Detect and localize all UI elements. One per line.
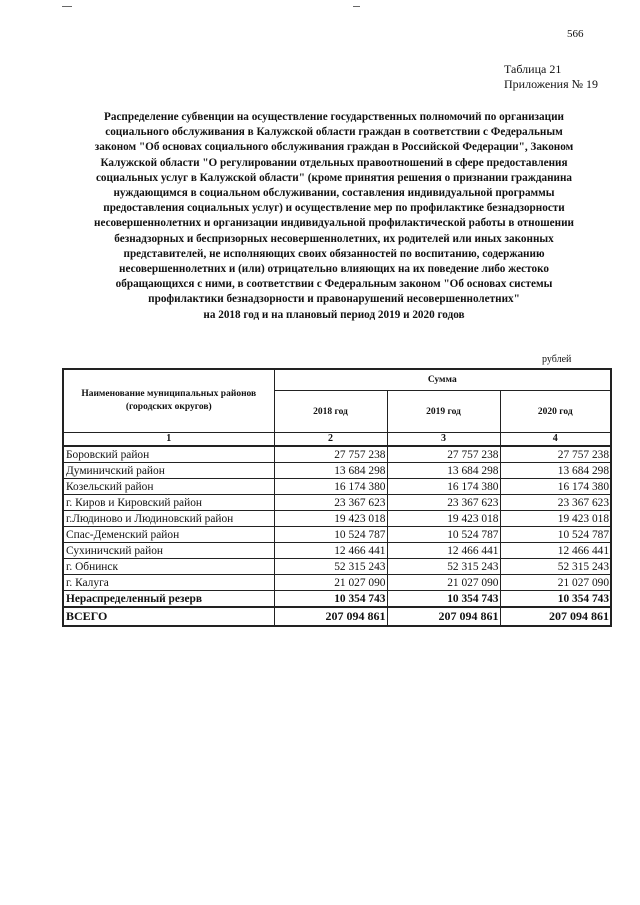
amount-2020: 16 174 380 <box>500 479 611 495</box>
amount-2018: 16 174 380 <box>274 479 387 495</box>
amount-2020: 27 757 238 <box>500 446 611 463</box>
amount-2019: 23 367 623 <box>387 495 500 511</box>
amount-2020: 21 027 090 <box>500 575 611 591</box>
amount-2019: 21 027 090 <box>387 575 500 591</box>
unit-label: рублей <box>542 354 572 365</box>
reserve-label: Нераспределенный резерв <box>63 591 274 608</box>
municipality-name: Спас-Деменский район <box>63 527 274 543</box>
title-line: безнадзорных и беспризорных несовершеннолетних, их родителей или иных законных <box>114 232 554 245</box>
title-line: предоставления социальных услуг) и осуществление мер по профилактике безнадзорности <box>103 202 565 215</box>
amount-2020: 23 367 623 <box>500 495 611 511</box>
table-row <box>63 559 611 575</box>
document-title <box>60 110 608 323</box>
municipality-name: г. Обнинск <box>63 559 274 575</box>
title-line: законом "Об основах социального обслуживания граждан в Российской Федерации", Законом <box>94 141 574 154</box>
column-index: 2 <box>274 433 387 447</box>
column-index: 1 <box>63 433 274 447</box>
municipality-name: Козельский район <box>63 479 274 495</box>
amount-2019: 27 757 238 <box>387 446 500 463</box>
amount-2019: 16 174 380 <box>387 479 500 495</box>
amount-2018: 12 466 441 <box>274 543 387 559</box>
total-2019: 207 094 861 <box>387 607 500 626</box>
column-header-2018: 2018 год <box>274 391 387 433</box>
amount-2019: 52 315 243 <box>387 559 500 575</box>
amount-2018: 19 423 018 <box>274 511 387 527</box>
column-header-municipality: Наименование муниципальных районов (городских округов) <box>63 369 274 433</box>
amount-2019: 13 684 298 <box>387 463 500 479</box>
title-line: представителей, не исполняющих своих обязанностей по воспитанию, содержанию <box>123 247 545 260</box>
amount-2020: 13 684 298 <box>500 463 611 479</box>
title-line: обращающихся с ними, в соответствии с Федеральным законом "Об основах системы <box>115 278 553 291</box>
municipality-name: г. Калуга <box>63 575 274 591</box>
amount-2018: 10 524 787 <box>274 527 387 543</box>
table-row <box>63 527 611 543</box>
title-line: профилактики безнадзорности и правонарушений несовершеннолетних" <box>148 293 520 306</box>
scan-mark <box>62 6 72 7</box>
amount-2018: 21 027 090 <box>274 575 387 591</box>
amount-2018: 52 315 243 <box>274 559 387 575</box>
title-line: нуждающимся в социальном обслуживании, составления индивидуальной программы <box>113 187 555 200</box>
distribution-table-wrapper <box>62 368 610 627</box>
total-2020: 207 094 861 <box>500 607 611 626</box>
amount-2018: 27 757 238 <box>274 446 387 463</box>
amount-2020: 52 315 243 <box>500 559 611 575</box>
amount-2020: 10 524 787 <box>500 527 611 543</box>
amount-2020: 19 423 018 <box>500 511 611 527</box>
total-label: ВСЕГО <box>63 607 274 626</box>
title-line: Калужской области "О регулировании отдельных правоотношений в сфере предоставления <box>100 156 568 169</box>
column-index-row <box>63 433 611 447</box>
reserve-2019: 10 354 743 <box>387 591 500 608</box>
title-line: несовершеннолетних и организации индивидуальной профилактической работы в отношении <box>94 217 574 230</box>
table-label: Таблица 21 <box>504 62 562 76</box>
amount-2019: 10 524 787 <box>387 527 500 543</box>
table-row <box>63 511 611 527</box>
column-header-2019: 2019 год <box>387 391 500 433</box>
reserve-2018: 10 354 743 <box>274 591 387 608</box>
table-row <box>63 495 611 511</box>
page-number: 566 <box>567 28 584 40</box>
table-row <box>63 543 611 559</box>
table-row <box>63 575 611 591</box>
total-2018: 207 094 861 <box>274 607 387 626</box>
column-index: 4 <box>500 433 611 447</box>
column-header-sum: Сумма <box>274 369 611 391</box>
title-line: социального обслуживания в Калужской области граждан в соответствии с Федеральным <box>105 126 563 139</box>
municipality-name: г.Людиново и Людиновский район <box>63 511 274 527</box>
municipality-name: Боровский район <box>63 446 274 463</box>
table-row <box>63 479 611 495</box>
amount-2018: 13 684 298 <box>274 463 387 479</box>
municipality-name: Думиничский район <box>63 463 274 479</box>
title-line: Распределение субвенции на осуществление государственных полномочий по организации <box>104 111 564 123</box>
distribution-table <box>62 368 612 627</box>
title-line: несовершеннолетних и (или) отрицательно влияющих на их поведение либо жестоко <box>119 263 549 276</box>
column-index: 3 <box>387 433 500 447</box>
table-row <box>63 446 611 463</box>
municipality-name: г. Киров и Кировский район <box>63 495 274 511</box>
appendix-reference <box>504 62 598 92</box>
table-row <box>63 463 611 479</box>
municipality-name: Сухиничский район <box>63 543 274 559</box>
amount-2019: 19 423 018 <box>387 511 500 527</box>
reserve-2020: 10 354 743 <box>500 591 611 608</box>
title-line: социальных услуг в Калужской области" (кроме принятия решения о признании гражданина <box>95 171 573 184</box>
appendix-label: Приложения № 19 <box>504 77 599 91</box>
column-header-2020: 2020 год <box>500 391 611 433</box>
total-row <box>63 607 611 626</box>
title-line: на 2018 год и на плановый период 2019 и 2020 годов <box>203 308 465 321</box>
amount-2018: 23 367 623 <box>274 495 387 511</box>
scan-mark <box>353 6 360 7</box>
reserve-row <box>63 591 611 608</box>
amount-2019: 12 466 441 <box>387 543 500 559</box>
amount-2020: 12 466 441 <box>500 543 611 559</box>
